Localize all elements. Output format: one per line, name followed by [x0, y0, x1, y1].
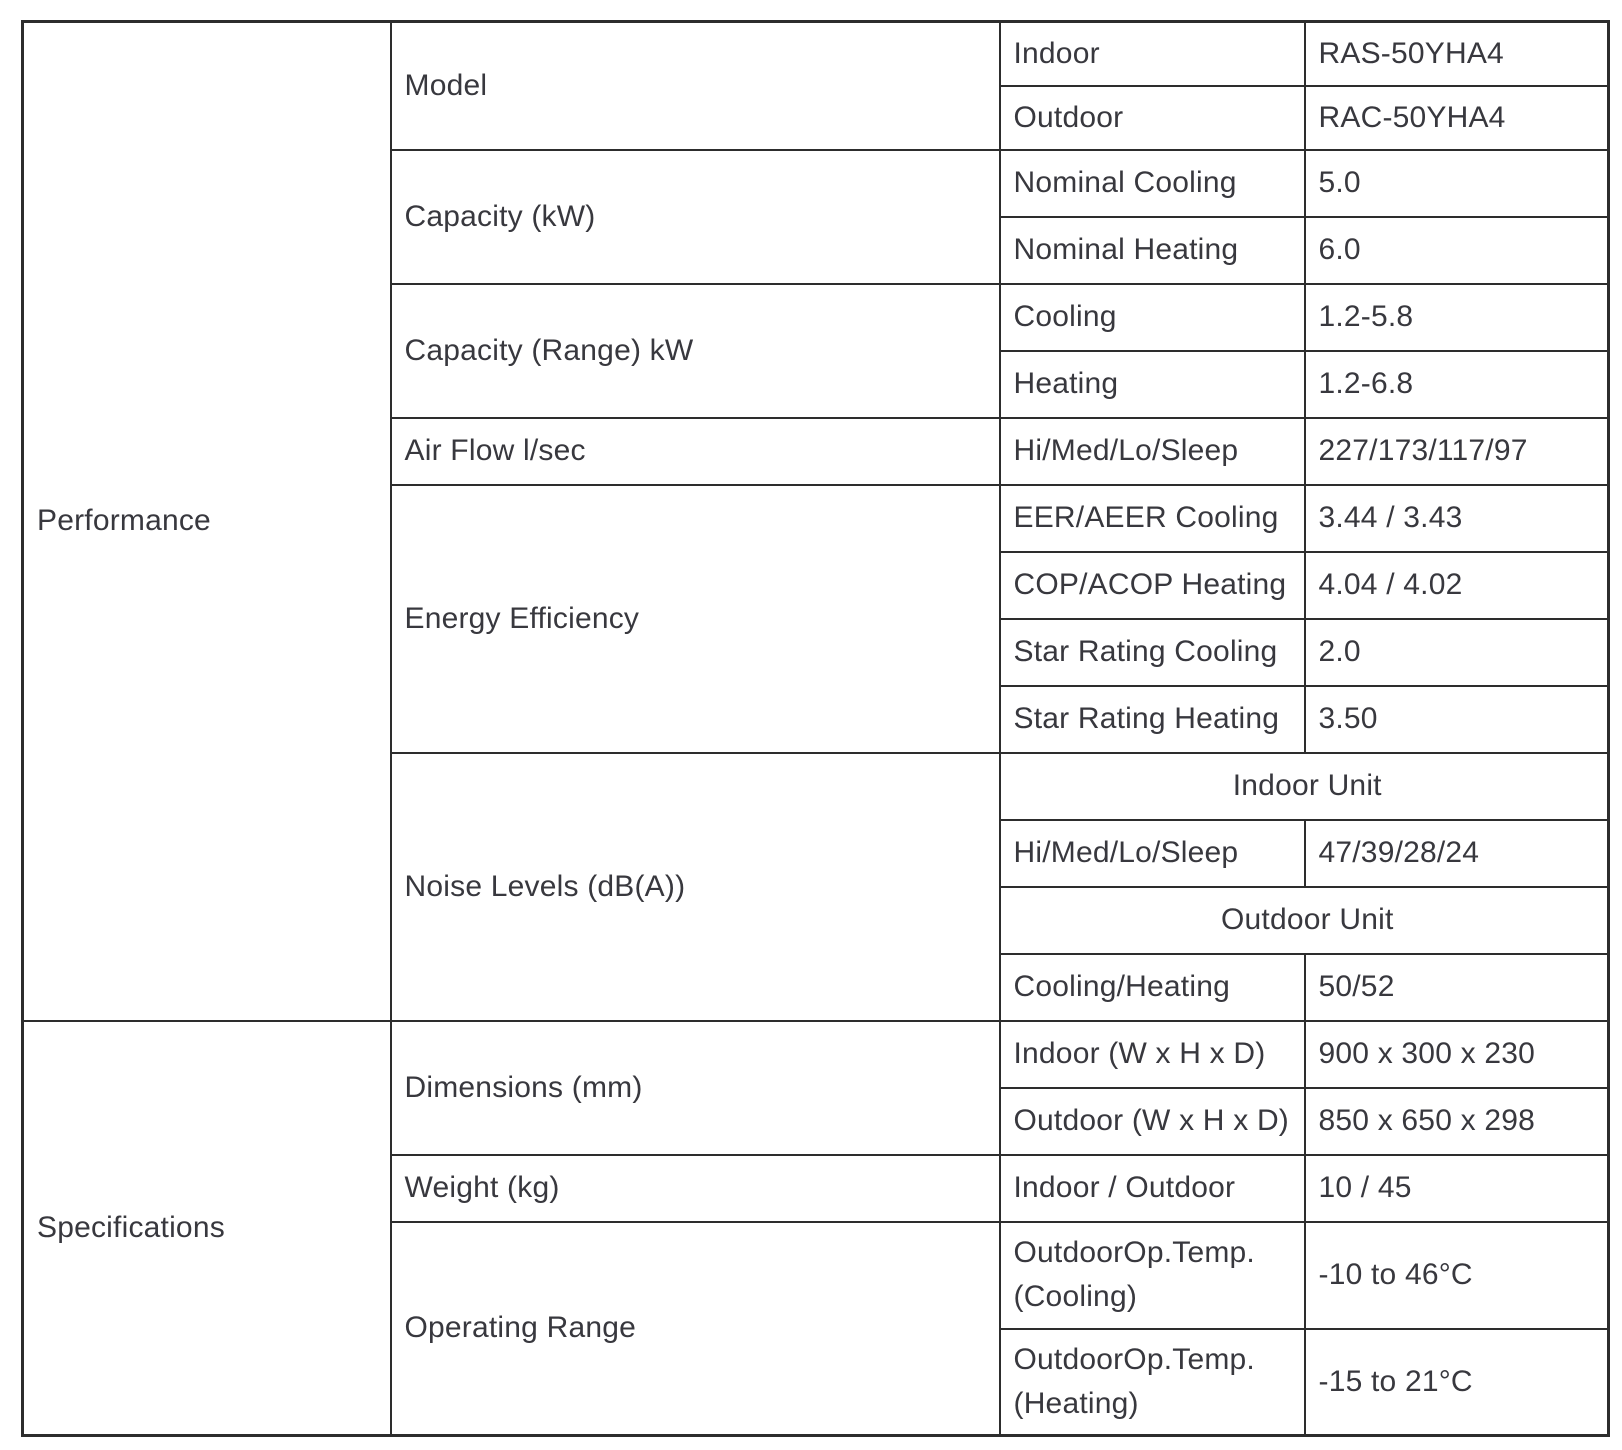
- param-line: OutdoorOp.Temp.: [1013, 1236, 1255, 1269]
- value-dim-outdoor: 850 x 650 x 298: [1305, 1088, 1609, 1155]
- param-range-heating: Heating: [1000, 351, 1305, 418]
- group-operating-range: Operating Range: [391, 1222, 1000, 1436]
- group-noise-levels: Noise Levels (dB(A)): [391, 753, 1000, 1021]
- param-optemp-cooling-lines: [1014, 1231, 1298, 1319]
- param-range-cooling: Cooling: [1000, 284, 1305, 351]
- param-line: (Heating): [1013, 1386, 1139, 1420]
- param-nominal-cooling: Nominal Cooling: [1000, 150, 1305, 217]
- group-dimensions: Dimensions (mm): [391, 1021, 1000, 1155]
- param-airflow-speeds: Hi/Med/Lo/Sleep: [1000, 418, 1305, 485]
- value-eer-aeer: 3.44 / 3.43: [1305, 485, 1609, 552]
- param-optemp-cooling: [1000, 1222, 1305, 1329]
- group-air-flow: Air Flow l/sec: [391, 418, 1000, 485]
- value-noise-outdoor: 50/52: [1305, 954, 1609, 1021]
- param-noise-outdoor: Cooling/Heating: [1000, 954, 1305, 1021]
- param-indoor-model: Indoor: [1000, 22, 1305, 86]
- value-nominal-heating: 6.0: [1305, 217, 1609, 284]
- value-range-heating: 1.2-6.8: [1305, 351, 1609, 418]
- param-line: (Cooling): [1013, 1280, 1138, 1313]
- group-weight: Weight (kg): [391, 1155, 1000, 1222]
- param-dim-indoor: Indoor (W x H x D): [1000, 1021, 1305, 1088]
- param-eer-aeer: EER/AEER Cooling: [1000, 485, 1305, 552]
- param-star-heating: Star Rating Heating: [1000, 686, 1305, 753]
- param-nominal-heating: Nominal Heating: [1000, 217, 1305, 284]
- value-range-cooling: 1.2-5.8: [1305, 284, 1609, 351]
- span-header-indoor-unit: Indoor Unit: [1000, 753, 1609, 820]
- param-outdoor-model: Outdoor: [1000, 86, 1305, 150]
- group-capacity: Capacity (kW): [391, 150, 1000, 284]
- param-optemp-heating-lines: [1014, 1338, 1298, 1426]
- value-airflow-speeds: 227/173/117/97: [1305, 418, 1609, 485]
- value-optemp-heating: -15 to 21°C: [1305, 1329, 1609, 1436]
- table-row: [23, 22, 1609, 86]
- value-star-cooling: 2.0: [1305, 619, 1609, 686]
- value-noise-indoor: 47/39/28/24: [1305, 820, 1609, 887]
- product-spec-table: [21, 20, 1610, 1437]
- value-dim-indoor: 900 x 300 x 230: [1305, 1021, 1609, 1088]
- section-specifications: Specifications: [23, 1021, 391, 1436]
- value-nominal-cooling: 5.0: [1305, 150, 1609, 217]
- value-cop-acop: 4.04 / 4.02: [1305, 552, 1609, 619]
- table-row: [23, 1021, 1609, 1088]
- value-indoor-model: RAS-50YHA4: [1305, 22, 1609, 86]
- value-star-heating: 3.50: [1305, 686, 1609, 753]
- group-model: Model: [391, 22, 1000, 150]
- param-dim-outdoor: Outdoor (W x H x D): [1000, 1088, 1305, 1155]
- value-optemp-cooling: -10 to 46°C: [1305, 1222, 1609, 1329]
- param-weight: Indoor / Outdoor: [1000, 1155, 1305, 1222]
- value-outdoor-model: RAC-50YHA4: [1305, 86, 1609, 150]
- group-capacity-range: Capacity (Range) kW: [391, 284, 1000, 418]
- spec-table: [21, 20, 1610, 1437]
- param-noise-indoor: Hi/Med/Lo/Sleep: [1000, 820, 1305, 887]
- span-header-outdoor-unit: Outdoor Unit: [1000, 887, 1609, 954]
- param-optemp-heating: [1000, 1329, 1305, 1436]
- group-energy-efficiency: Energy Efficiency: [391, 485, 1000, 753]
- param-line: OutdoorOp.Temp.: [1013, 1342, 1255, 1376]
- value-weight: 10 / 45: [1305, 1155, 1609, 1222]
- param-star-cooling: Star Rating Cooling: [1000, 619, 1305, 686]
- section-performance: Performance: [23, 22, 391, 1021]
- param-cop-acop: COP/ACOP Heating: [1000, 552, 1305, 619]
